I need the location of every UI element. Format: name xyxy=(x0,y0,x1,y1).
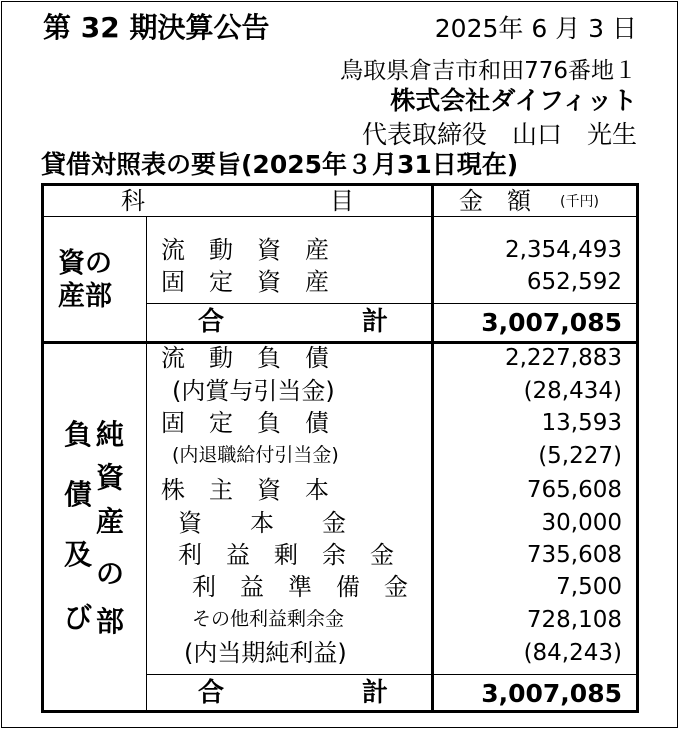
liab-row-value: (84,243) xyxy=(523,640,622,666)
balance-sheet-table xyxy=(41,183,639,713)
liab-label-3: 及 xyxy=(64,538,93,571)
liab-row-label: その他利益剰余金 xyxy=(192,608,345,630)
company-name: 株式会社ダイフィット xyxy=(390,86,637,115)
liab-row-label: (内当期純利益) xyxy=(184,639,347,667)
liab-row-label: 利 益 準 備 金 xyxy=(192,573,408,601)
header-item-left: 科 xyxy=(121,187,145,215)
liab-row-value: (28,434) xyxy=(523,378,622,404)
liab-label-4: び xyxy=(64,601,93,634)
liab-row-label: 流 動 負 債 xyxy=(161,344,329,372)
liab-row-value: 728,108 xyxy=(526,607,622,633)
liab-row-value: 765,608 xyxy=(526,477,622,503)
header-unit: (千円) xyxy=(560,194,599,210)
liab-total-label-left: 合 xyxy=(198,678,225,708)
asset-row-value: 652,592 xyxy=(526,269,622,295)
amount-column-divider xyxy=(431,186,434,710)
liab-row-label: 利 益 剰 余 金 xyxy=(178,541,394,569)
liab-row-label: 株 主 資 本 xyxy=(161,476,329,504)
liab-row-value: 7,500 xyxy=(556,574,622,600)
liab-row-label: 固 定 負 債 xyxy=(161,409,329,437)
asset-row-value: 2,354,493 xyxy=(504,237,622,263)
notice-title: 第 32 期決算公告 xyxy=(43,11,270,44)
liab-total-value: 3,007,085 xyxy=(481,679,622,708)
assets-total-value: 3,007,085 xyxy=(481,308,622,337)
assets-section-label-1: 資の xyxy=(58,248,112,279)
representative: 代表取締役 山口 光生 xyxy=(361,120,637,149)
liab-row-label: (内退職給付引当金) xyxy=(172,444,339,466)
liab-row-value: 30,000 xyxy=(541,510,622,536)
liab-total-divider xyxy=(146,674,636,675)
net-assets-label-1: 純 xyxy=(96,418,125,451)
asset-row-label: 流 動 資 産 xyxy=(161,236,329,264)
label-column-divider xyxy=(146,216,147,710)
liab-row-value: 2,227,883 xyxy=(504,345,622,371)
assets-section-label-2: 産部 xyxy=(58,281,112,312)
header-divider xyxy=(44,216,636,217)
liab-row-label: 資 本 金 xyxy=(178,509,346,537)
company-address: 鳥取県倉吉市和田776番地１ xyxy=(340,58,637,84)
header-amount: 金 額 xyxy=(459,187,531,215)
net-assets-label-5: 部 xyxy=(96,605,125,638)
assets-total-divider xyxy=(146,303,636,304)
net-assets-label-2: 資 xyxy=(96,461,125,494)
liab-row-value: (5,227) xyxy=(538,443,622,469)
notice-date: 2025年 6 月 3 日 xyxy=(434,14,637,43)
balance-sheet-title: 貸借対照表の要旨(2025年３月31日現在) xyxy=(41,150,519,179)
section-divider xyxy=(44,341,636,344)
liab-label-2: 債 xyxy=(64,478,93,511)
assets-total-label-left: 合 xyxy=(198,307,225,337)
liab-row-value: 735,608 xyxy=(526,542,622,568)
assets-total-label-right: 計 xyxy=(362,307,389,337)
net-assets-label-4: の xyxy=(96,557,125,590)
liab-total-label-right: 計 xyxy=(362,678,389,708)
liab-row-value: 13,593 xyxy=(541,410,622,436)
net-assets-label-3: 産 xyxy=(96,505,125,538)
asset-row-label: 固 定 資 産 xyxy=(161,268,329,296)
liab-label-1: 負 xyxy=(64,418,93,451)
header-item-right: 目 xyxy=(330,187,354,215)
liab-row-label: (内賞与引当金) xyxy=(172,377,335,405)
